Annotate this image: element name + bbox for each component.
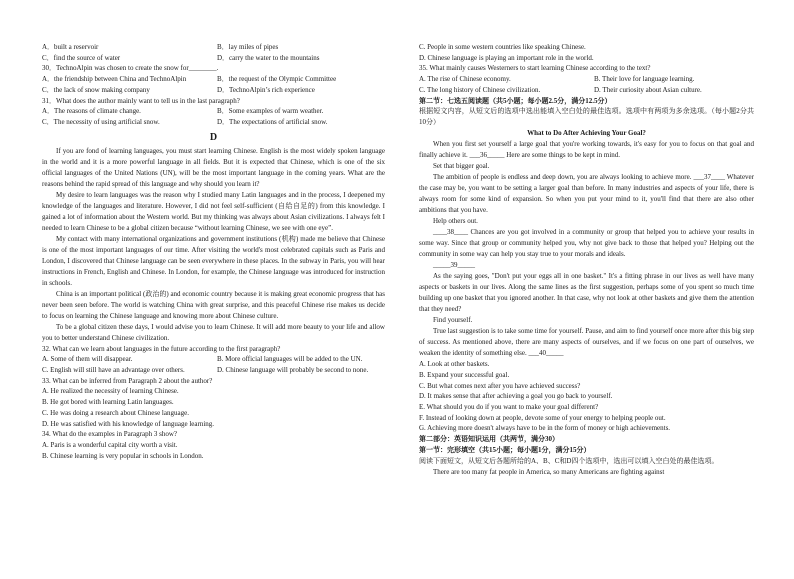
q32-option-a: A. Some of them will disappear. <box>42 355 133 364</box>
passage-d-paragraph-3: My contact with many international organizations and government institutions (机构) made me believe that Chinese is one of the most important languages of our time. After visiting the world's most celebrated capitals such as Paris and London, I discovered that Chinese language can be seen everywhere in these places. In the subway in Paris, you will hear instructions in French, English and Chinese. In London, for example, the Chinese language was introduced for instruction in schools. <box>42 234 385 287</box>
q31-stem: 31．What does the author mainly want to tell us in the last paragraph? <box>42 96 240 105</box>
passage-paragraph-1: When you first set yourself a large goal that you're working towards, it's easy for you to focus on that goal and finally achieve it. ___36_____ Here are some things to be kept in mind. <box>419 140 754 160</box>
cloze-passage-first-line: There are too many fat people in America, so many Americans are fighting against <box>433 467 665 476</box>
q32-options-row1 <box>42 354 385 365</box>
option-a: A. Look at other baskets. <box>419 360 490 369</box>
q31-option-a: A．The reasons of climate change. <box>42 107 141 116</box>
q32-option-b: B. More official languages will be added to the UN. <box>217 355 363 364</box>
q31-options-row2 <box>42 117 385 128</box>
part-2-title: 第二部分：英语知识运用（共两节，满分30） <box>419 435 559 444</box>
passage-d-paragraph-2: My desire to learn languages was the reason why I studied many Latin languages and in the process, I deepened my knowledge of the languages and literature. However, I did not feel self-sufficient (自给自足的) from this knowledge. I gained a lot of information about the Western world. But my thinking was always about Asian civilizations. I always felt I needed to learn Chinese to be a global citizen because “without learning Chinese, we see with one eye”. <box>42 190 385 232</box>
right-column <box>419 42 754 478</box>
q30-option-b: B．the request of the Olympic Committee <box>217 75 337 84</box>
q34-stem: 34. What do the examples in Paragraph 3 show? <box>42 430 177 439</box>
left-column <box>42 42 385 461</box>
q29-options-row2 <box>42 53 385 64</box>
q32-option-d: D. Chinese language will probably be second to none. <box>217 366 369 375</box>
q34-option-d: D. Chinese language is playing an important role in the world. <box>419 53 594 62</box>
passage-title: What to Do After Achieving Your Goal? <box>527 129 646 138</box>
q35-option-a: A. The rise of Chinese economy. <box>419 75 511 84</box>
passage-d-paragraph-4: China is an important political (政治的) and economic country because it is making great economic progress that has never been seen before. The world is watching China with great surprise, and this peaceful Chinese rise makes us decide to focus on learning the Chinese language and knowing more about Chinese culture. <box>42 289 385 320</box>
passage-paragraph-4: As the saying goes, "Don't put your eggs all in one basket." It's a fitting phrase in our lives as well have many aspects or baskets in our lives. Along the same lines as the first suggestion, perhaps some of you spent so much time building up one basket that you ignored another. In that case, why not look at other baskets and give them the attention that they need? <box>419 272 754 314</box>
q31-option-b: B．Some examples of warm weather. <box>217 107 324 116</box>
q32-option-c: C. English will still have an advantage over others. <box>42 366 185 375</box>
q33-option-d: D. He was satisfied with his knowledge of language learning. <box>42 419 215 428</box>
section-1-instructions: 阅读下面短文，从短文后各题所给的A、B、C和D四个选项中，选出可以填入空白处的最佳选项。 <box>419 456 719 465</box>
q34-option-c: C. People in some western countries like speaking Chinese. <box>419 43 586 51</box>
q30-stem: 30．TechnoAlpin was chosen to create the snow for________. <box>42 64 219 73</box>
q31-option-d: D．The expectations of artificial snow. <box>217 117 328 126</box>
q35-option-d: D. Their curiosity about Asian culture. <box>594 85 702 94</box>
q29-option-b: B．lay miles of pipes <box>217 43 279 51</box>
q32-stem: 32. What can we learn about languages in the future according to the first paragraph? <box>42 344 281 353</box>
q29-options-row1 <box>42 42 385 53</box>
q33-option-a: A. He realized the necessity of learning Chinese. <box>42 387 179 396</box>
q35-option-b: B. Their love for language learning. <box>594 75 695 84</box>
q33-stem: 33. What can be inferred from Paragraph 2 about the author? <box>42 376 213 385</box>
q30-option-a: A．the friendship between China and TechnoAlpin <box>42 75 187 84</box>
q30-option-c: C．the lack of snow making company <box>42 85 150 94</box>
q35-options-row1 <box>419 74 754 85</box>
q31-option-c: C．The necessity of using artificial snow. <box>42 117 160 126</box>
q33-option-c: C. He was doing a research about Chinese language. <box>42 408 189 417</box>
q29-option-d: D．carry the water to the mountains <box>217 53 320 62</box>
section-2-title: 第二节：七选五阅读题（共5小题；每小题2.5分，满分12.5分） <box>419 96 612 105</box>
option-c: C. But what comes next after you have achieved success? <box>419 381 581 390</box>
passage-paragraph-3: ____38____ Chances are you got involved in a community or group that helped you to achieve your results in some way. Since that group or community helped you, why not give back to those that helped you? Helping out the community in some way can help you stay true to your morals and ideals. <box>419 228 754 259</box>
q35-options-row2 <box>419 85 754 96</box>
q31-options-row1 <box>42 106 385 117</box>
q30-option-d: D．TechnoAlpin’s rich experience <box>217 85 315 94</box>
q34-option-b: B. Chinese learning is very popular in schools in London. <box>42 451 204 460</box>
passage-d-paragraph-1: If you are fond of learning languages, you must start learning Chinese. English is the most widely spoken language in the world and it is a more powerful language in all fields. But it is expected that Chinese, which is one of the six official languages of the United Nations (UN), will be the most important language in the coming years. What are the reasons behind the rapid spread of this language and why should you learn it? <box>42 146 385 188</box>
q30-options-row1 <box>42 74 385 85</box>
passage-heading-3-blank: _____39_____ <box>433 261 475 270</box>
q32-options-row2 <box>42 365 385 376</box>
option-d: D. It makes sense that after achieving a goal you go back to yourself. <box>419 392 613 401</box>
q33-option-b: B. He got bored with learning Latin languages. <box>42 398 174 407</box>
section-1-title: 第一节：完形填空（共15小题；每小题1分，满分15分） <box>419 445 591 454</box>
option-b: B. Expand your successful goal. <box>419 370 510 379</box>
option-e: E. What should you do if you want to make your goal different? <box>419 403 599 412</box>
q35-stem: 35. What mainly causes Westerners to start learning Chinese according to the text? <box>419 64 651 73</box>
option-f: F. Instead of looking down at people, devote some of your energy to helping people out. <box>419 413 666 422</box>
passage-heading-1: Set that bigger goal. <box>433 162 490 171</box>
option-g: G. Achieving more doesn't always have to be in the form of money or high achievements. <box>419 424 671 433</box>
passage-paragraph-5: True last suggestion is to take some time for yourself. Pause, and aim to find yourself once more after this big step of success. As mentioned above, there are many aspects of ourselves, and if we focus on one part of ourselves, we weaken the identity of something else. ___40_____ <box>419 327 754 358</box>
passage-d-paragraph-5: To be a global citizen these days, I would advise you to learn Chinese. It will add more beauty to your life and allow you to better understand Chinese civilization. <box>42 322 385 342</box>
q29-option-c: C．find the source of water <box>42 53 121 62</box>
passage-heading-4: Find yourself. <box>433 316 473 325</box>
q35-option-c: C. The long history of Chinese civilization. <box>419 85 541 94</box>
q29-option-a: A．built a reservoir <box>42 43 99 51</box>
section-2-instructions: 根据短文内容，从短文后的选项中选出能填入空白处的最佳选项。选项中有两项为多余选项。（每小题2分共10分） <box>419 107 754 127</box>
passage-d-heading: D <box>209 131 218 143</box>
passage-heading-2: Help others out. <box>433 217 478 226</box>
passage-paragraph-2: The ambition of people is endless and deep down, you are always looking to achieve more. ___37____ Whatever the case may be, you want to be setting a larger goal than before. In many industries and aspects of your life, there is always room for some kind of expansion. So when you put your mind to it, you'll find that there are also other ambitions that you have. <box>419 173 754 215</box>
q34-option-a: A. Paris is a wonderful capital city worth a visit. <box>42 440 178 449</box>
q30-options-row2 <box>42 85 385 96</box>
